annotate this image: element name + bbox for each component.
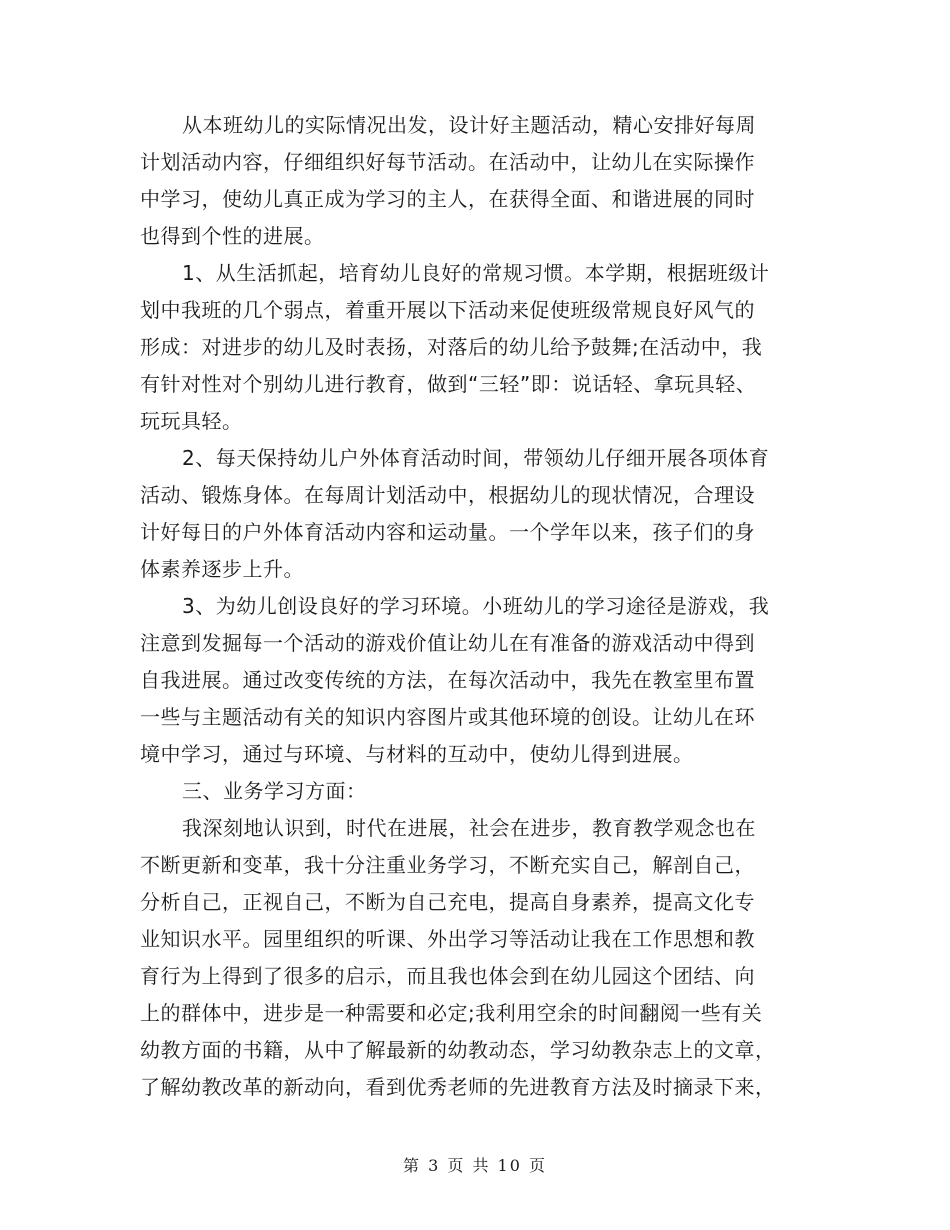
text-line: 3、为幼儿创设良好的学习环境。小班幼儿的学习途径是游戏，我 bbox=[182, 594, 770, 618]
paragraph bbox=[140, 588, 810, 773]
text-line: 计好每日的户外体育活动内容和运动量。一个学年以来，孩子们的身 bbox=[140, 520, 755, 544]
text-line: 活动、锻炼身体。在每周计划活动中，根据幼儿的现状情况，合理设 bbox=[140, 483, 755, 507]
text-line: 中学习，使幼儿真正成为学习的主人，在获得全面、和谐进展的同时 bbox=[140, 187, 755, 211]
paragraph bbox=[140, 440, 810, 588]
text-line: 幼教方面的书籍，从中了解最新的幼教动态，学习幼教杂志上的文章， bbox=[140, 1038, 776, 1062]
text-line: 上的群体中，进步是一种需要和必定;我利用空余的时间翻阅一些有关 bbox=[140, 1001, 763, 1025]
text-line: 计划活动内容，仔细组织好每节活动。在活动中，让幼儿在实际操作 bbox=[140, 150, 755, 174]
paragraph bbox=[140, 810, 810, 1106]
text-line: 育行为上得到了很多的启示，而且我也体会到在幼儿园这个团结、向 bbox=[140, 964, 755, 988]
text-line: 一些与主题活动有关的知识内容图片或其他环境的创设。让幼儿在环 bbox=[140, 705, 755, 729]
text-line: 注意到发掘每一个活动的游戏价值让幼儿在有准备的游戏活动中得到 bbox=[140, 631, 755, 655]
text-line: 也得到个性的进展。 bbox=[140, 224, 325, 248]
text-line: 三、业务学习方面： bbox=[182, 779, 367, 803]
text-line: 1、从生活抓起，培育幼儿良好的常规习惯。本学期，根据班级计 bbox=[182, 261, 770, 285]
paragraph bbox=[140, 107, 810, 255]
text-line: 我深刻地认识到，时代在进展，社会在进步，教育教学观念也在 bbox=[182, 816, 756, 840]
text-line: 体素养逐步上升。 bbox=[140, 557, 304, 581]
paragraph bbox=[140, 255, 810, 440]
text-line: 2、每天保持幼儿户外体育活动时间，带领幼儿仔细开展各项体育 bbox=[182, 446, 770, 470]
text-line: 自我进展。通过改变传统的方法，在每次活动中，我先在教室里布置 bbox=[140, 668, 755, 692]
text-line: 从本班幼儿的实际情况出发，设计好主题活动，精心安排好每周 bbox=[182, 113, 756, 137]
document-body bbox=[140, 107, 810, 1106]
text-line: 玩玩具轻。 bbox=[140, 409, 243, 433]
text-line: 划中我班的几个弱点，着重开展以下活动来促使班级常规良好风气的 bbox=[140, 298, 755, 322]
text-line: 不断更新和变革，我十分注重业务学习，不断充实自己，解剖自己， bbox=[140, 853, 755, 877]
text-line: 了解幼教改革的新动向，看到优秀老师的先进教育方法及时摘录下来， bbox=[140, 1075, 776, 1099]
text-line: 形成：对进步的幼儿及时表扬，对落后的幼儿给予鼓舞;在活动中，我 bbox=[140, 335, 763, 359]
text-line: 分析自己，正视自己，不断为自己充电，提高自身素养，提高文化专 bbox=[140, 890, 755, 914]
page-number-footer: 第 3 页 共 10 页 bbox=[403, 1156, 547, 1175]
text-line: 业知识水平。园里组织的听课、外出学习等活动让我在工作思想和教 bbox=[140, 927, 755, 951]
text-line: 境中学习，通过与环境、与材料的互动中，使幼儿得到进展。 bbox=[140, 742, 694, 766]
text-line: 有针对性对个别幼儿进行教育，做到“三轻”即：说话轻、拿玩具轻、 bbox=[140, 372, 757, 396]
section-heading bbox=[140, 773, 810, 810]
